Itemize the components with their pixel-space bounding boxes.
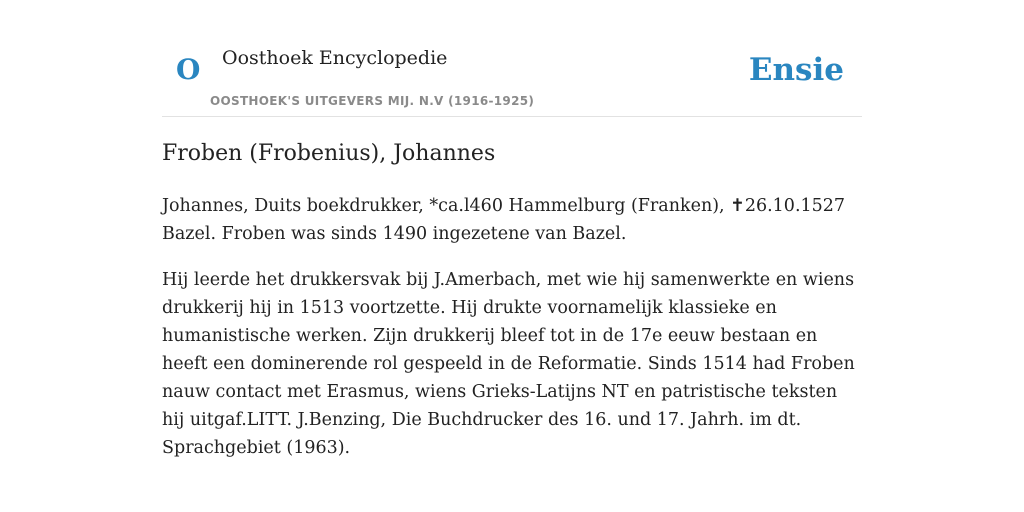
site-header xyxy=(162,0,862,117)
ensie-logo-link[interactable]: Ensie xyxy=(748,52,844,88)
article xyxy=(162,137,862,462)
publisher-label: OOSTHOEK'S UITGEVERS MIJ. N.V (1916-1925) xyxy=(210,94,535,108)
article-paragraph: Johannes, Duits boekdrukker, *ca.l460 Hammelburg (Franken), ✝26.10.1527 Bazel. Froben was sinds 1490 ingezetene van Bazel. xyxy=(162,196,846,244)
article-title: Froben (Frobenius), Johannes xyxy=(162,141,496,166)
encyclopedia-name[interactable]: Oosthoek Encyclopedie xyxy=(222,47,448,69)
encyclopedia-logo[interactable]: O xyxy=(176,53,201,86)
article-body xyxy=(162,192,862,462)
article-paragraph: Hij leerde het drukkersvak bij J.Amerbach, met wie hij samenwerkte en wiens drukkerij hij in 1513 voortzette. Hij drukte voornamelijk klassieke en humanistische werken. Zijn drukkerij bleef tot in de 17e eeuw bestaan en heeft een dominerende rol gespeeld in de Reformatie. Sinds 1514 had Froben nauw contact met Erasmus, wiens Grieks-Latijns NT en patristische teksten hij uitgaf.LITT. J.Benzing, Die Buchdrucker des 16. und 17. Jahrh. im dt. Sprachgebiet (1963). xyxy=(162,270,855,458)
